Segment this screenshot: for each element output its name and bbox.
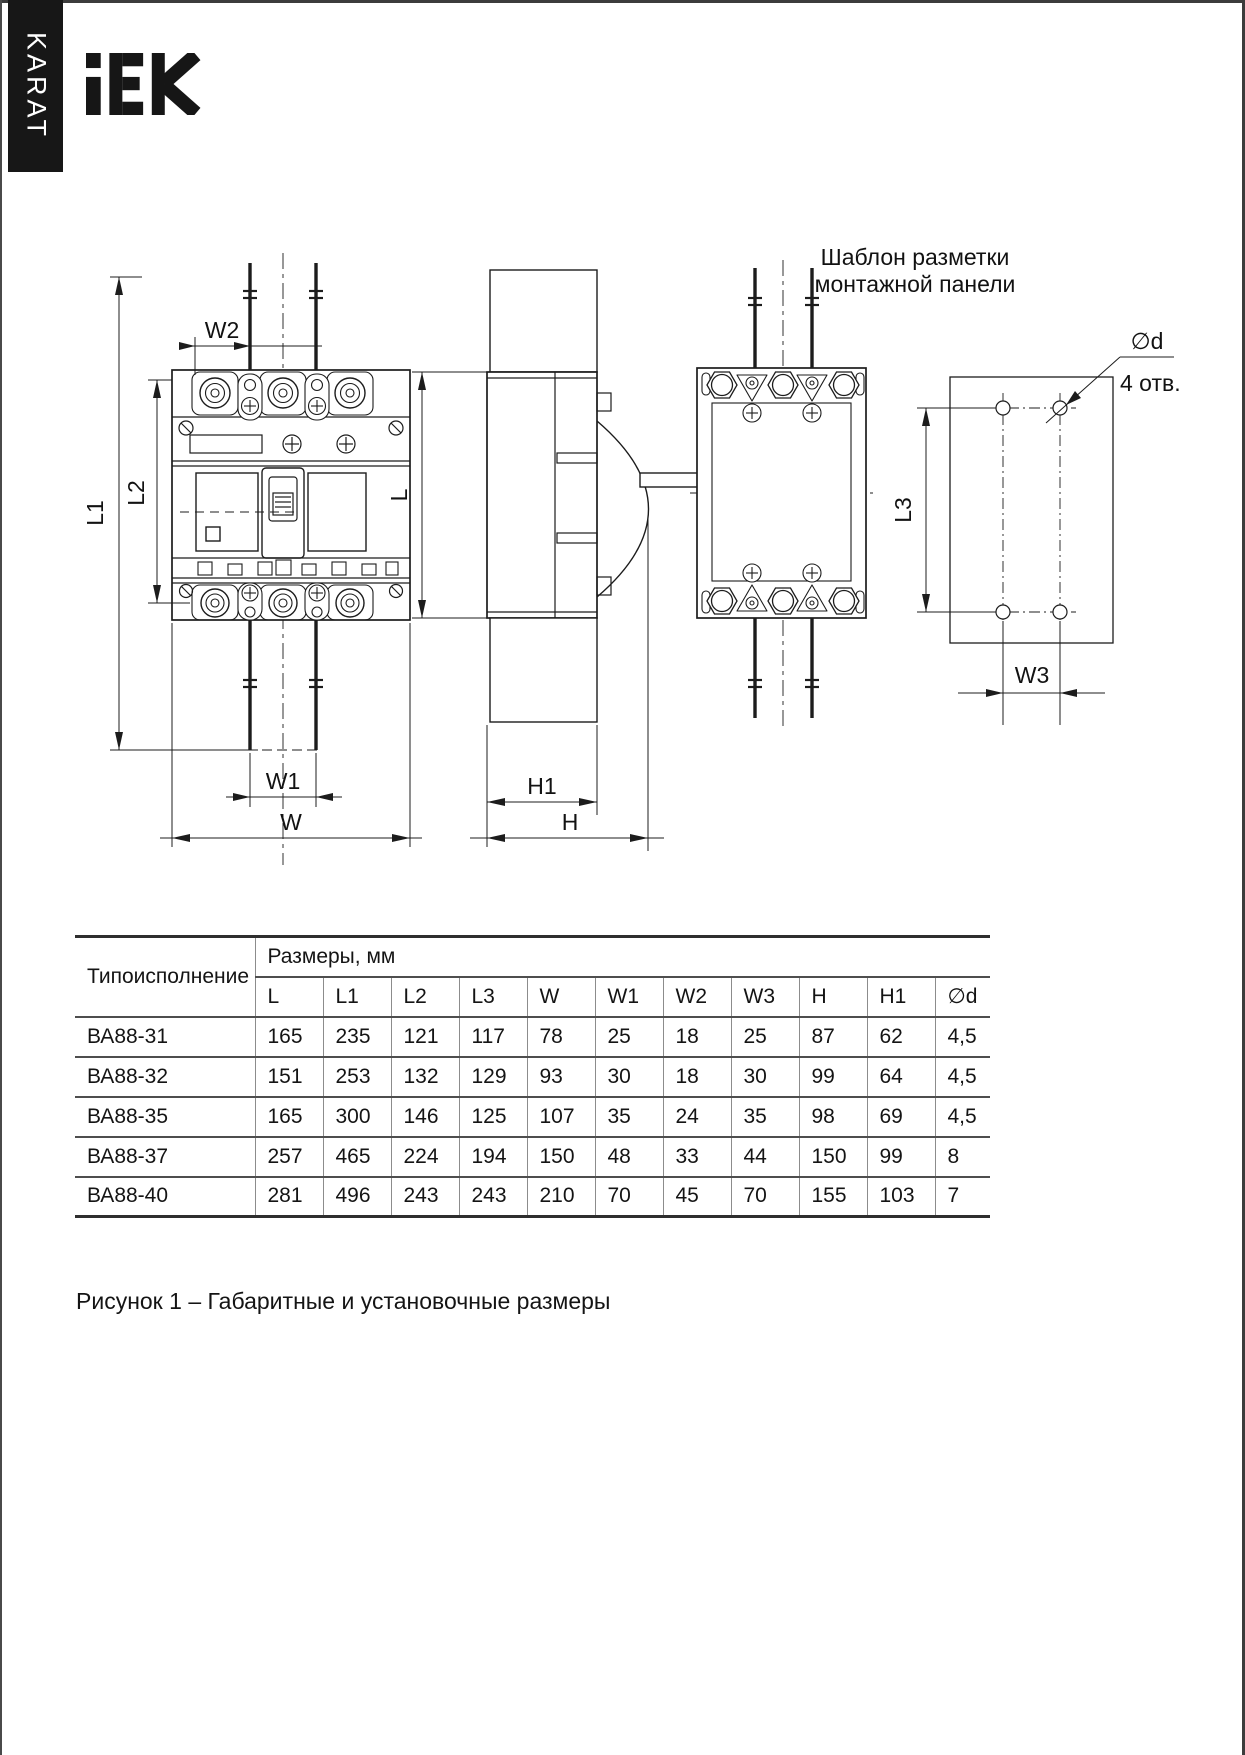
- cell: 107: [527, 1097, 595, 1137]
- cell: 18: [663, 1057, 731, 1097]
- cell: 165: [255, 1097, 323, 1137]
- model-name: ВА88-31: [75, 1017, 255, 1057]
- model-name: ВА88-35: [75, 1097, 255, 1137]
- cell: 98: [799, 1097, 867, 1137]
- dim-label-w3: W3: [1014, 662, 1050, 688]
- iek-logo-glyphs: [86, 53, 196, 115]
- cell: 125: [459, 1097, 527, 1137]
- karat-banner-label: KARAT: [21, 31, 51, 141]
- page-edge-top: [0, 0, 1245, 3]
- cell: 146: [391, 1097, 459, 1137]
- table-group-header-row: [75, 937, 990, 977]
- model-name: ВА88-32: [75, 1057, 255, 1097]
- dim-label-w: W: [280, 809, 302, 835]
- template-title-line2: монтажной панели: [814, 271, 1016, 297]
- cell: 117: [459, 1017, 527, 1057]
- cell: 150: [799, 1137, 867, 1177]
- cell: 7: [935, 1177, 990, 1217]
- cell: 69: [867, 1097, 935, 1137]
- cell: 194: [459, 1137, 527, 1177]
- dimension-drawing: [0, 225, 1245, 885]
- model-name: ВА88-40: [75, 1177, 255, 1217]
- cell: 4,5: [935, 1017, 990, 1057]
- model-name: ВА88-37: [75, 1137, 255, 1177]
- cell: 99: [799, 1057, 867, 1097]
- dim-label-l: L: [386, 488, 412, 502]
- col-header-W2: W2: [663, 977, 731, 1017]
- cell: 35: [731, 1097, 799, 1137]
- cell: 300: [323, 1097, 391, 1137]
- col-header-H1: H1: [867, 977, 935, 1017]
- figure-caption: Рисунок 1 – Габаритные и установочные размеры: [76, 1288, 611, 1314]
- cell: 70: [731, 1177, 799, 1217]
- cell: 253: [323, 1057, 391, 1097]
- cell: 18: [663, 1017, 731, 1057]
- cell: 48: [595, 1137, 663, 1177]
- table-row: [75, 1177, 990, 1217]
- template-title-line1: Шаблон разметки: [820, 244, 1010, 270]
- cell: 62: [867, 1017, 935, 1057]
- holes-count-label: 4 отв.: [1120, 370, 1181, 396]
- cell: 257: [255, 1137, 323, 1177]
- cell: 151: [255, 1057, 323, 1097]
- iek-logo: [86, 53, 202, 115]
- cell: 25: [595, 1017, 663, 1057]
- cell: 25: [731, 1017, 799, 1057]
- col-header-L: L: [255, 977, 323, 1017]
- cell: 4,5: [935, 1097, 990, 1137]
- cell: 30: [731, 1057, 799, 1097]
- cell: 87: [799, 1017, 867, 1057]
- side-view-drawing: [487, 270, 714, 722]
- cell: 121: [391, 1017, 459, 1057]
- dim-label-l3: L3: [890, 497, 916, 523]
- dim-label-l1: L1: [82, 500, 108, 526]
- col-header-W1: W1: [595, 977, 663, 1017]
- table-row: [75, 1137, 990, 1177]
- cell: 496: [323, 1177, 391, 1217]
- cell: 243: [391, 1177, 459, 1217]
- dimensions-table: [75, 935, 990, 1218]
- cell: 165: [255, 1017, 323, 1057]
- cell: 235: [323, 1017, 391, 1057]
- dim-label-l2: L2: [123, 480, 149, 506]
- cell: 45: [663, 1177, 731, 1217]
- col-header-W: W: [527, 977, 595, 1017]
- table-row: [75, 1057, 990, 1097]
- col-header-L1: L1: [323, 977, 391, 1017]
- cell: 35: [595, 1097, 663, 1137]
- table-col1-header: Типоисполнение: [87, 964, 250, 988]
- col-header-L2: L2: [391, 977, 459, 1017]
- cell: 4,5: [935, 1057, 990, 1097]
- cell: 64: [867, 1057, 935, 1097]
- mounting-template-drawing: [950, 377, 1113, 643]
- cell: 132: [391, 1057, 459, 1097]
- col-header-L3: L3: [459, 977, 527, 1017]
- dim-label-w1: W1: [265, 768, 301, 794]
- table-row: [75, 1017, 990, 1057]
- rear-view-drawing: [690, 260, 873, 730]
- cell: 465: [323, 1137, 391, 1177]
- cell: 103: [867, 1177, 935, 1217]
- cell: 93: [527, 1057, 595, 1097]
- cell: 78: [527, 1017, 595, 1057]
- hole-diameter-label: ∅d: [1130, 328, 1164, 354]
- dim-label-h1: H1: [527, 773, 557, 799]
- cell: 150: [527, 1137, 595, 1177]
- cell: 243: [459, 1177, 527, 1217]
- dim-label-h: H: [561, 809, 579, 835]
- col-header-H: H: [799, 977, 867, 1017]
- cell: 210: [527, 1177, 595, 1217]
- dim-label-w2: W2: [204, 317, 240, 343]
- cell: 33: [663, 1137, 731, 1177]
- cell: 99: [867, 1137, 935, 1177]
- karat-series-banner: [8, 0, 63, 172]
- cell: 155: [799, 1177, 867, 1217]
- cell: 44: [731, 1137, 799, 1177]
- cell: 224: [391, 1137, 459, 1177]
- cell: 129: [459, 1057, 527, 1097]
- col-header-d: ∅d: [935, 977, 990, 1017]
- cell: 70: [595, 1177, 663, 1217]
- cell: 24: [663, 1097, 731, 1137]
- cell: 8: [935, 1137, 990, 1177]
- cell: 30: [595, 1057, 663, 1097]
- cell: 281: [255, 1177, 323, 1217]
- table-row: [75, 1097, 990, 1137]
- table-group-header: Размеры, мм: [255, 937, 990, 977]
- col-header-W3: W3: [731, 977, 799, 1017]
